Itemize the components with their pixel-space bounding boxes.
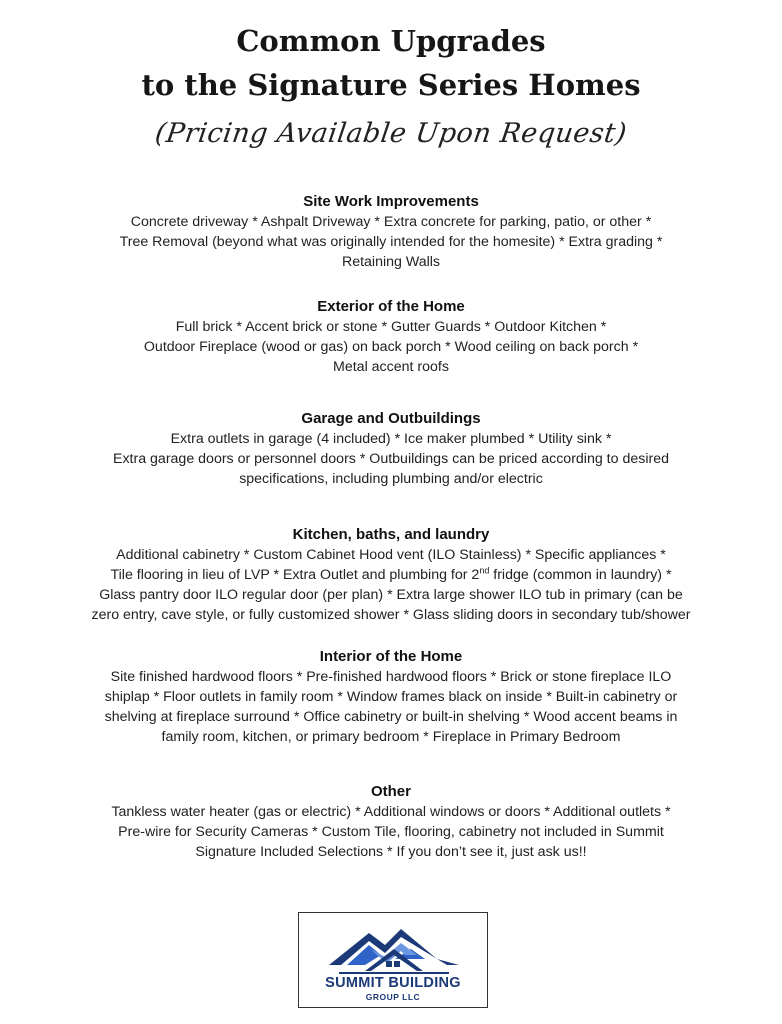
section-line: zero entry, cave style, or fully customized shower * Glass sliding doors in secondary tub/shower: [91, 607, 691, 623]
section-site-work: [40, 192, 742, 272]
section-line: Additional cabinetry * Custom Cabinet Hood vent (ILO Stainless) * Specific appliances *: [116, 547, 666, 563]
section-line: Tree Removal (beyond what was originally intended for the homesite) * Extra grading *: [119, 234, 663, 250]
section-line: family room, kitchen, or primary bedroom * Fireplace in Primary Bedroom: [161, 729, 621, 745]
section-line: Extra garage doors or personnel doors * Outbuildings can be priced according to desired: [112, 451, 669, 467]
company-logo: [298, 912, 488, 1008]
section-line: Pre-wire for Security Cameras * Custom Tile, flooring, cabinetry not included in Summit: [118, 824, 664, 840]
ordinal-superscript: nd: [479, 565, 490, 576]
section-heading: Site Work Improvements: [303, 193, 479, 210]
section-heading: Other: [370, 783, 411, 800]
section-line: Outdoor Fireplace (wood or gas) on back porch * Wood ceiling on back porch *: [143, 339, 639, 355]
logo-company-suffix: GROUP LLC: [365, 992, 421, 1002]
section-line: Glass pantry door ILO regular door (per plan) * Extra large shower ILO tub in primary (can be: [99, 587, 683, 603]
section-interior: [40, 647, 742, 747]
section-heading: Kitchen, baths, and laundry: [292, 526, 490, 543]
section-line: shelving at fireplace surround * Office cabinetry or built-in shelving * Wood accent beams in: [104, 709, 678, 725]
section-line: [40, 565, 742, 585]
section-line: Full brick * Accent brick or stone * Gutter Guards * Outdoor Kitchen *: [175, 319, 607, 335]
section-heading: Exterior of the Home: [317, 298, 465, 315]
title-line-1: Common Upgrades: [236, 24, 546, 58]
section-heading: Garage and Outbuildings: [301, 410, 481, 427]
section-exterior: [40, 297, 742, 377]
section-line: specifications, including plumbing and/or electric: [239, 471, 543, 487]
section-line: Concrete driveway * Ashpalt Driveway * Extra concrete for parking, patio, or other *: [130, 214, 652, 230]
line-text: Tile flooring in lieu of LVP * Extra Outlet and plumbing for 2: [110, 567, 480, 583]
section-other: [40, 782, 742, 862]
section-line: shiplap * Floor outlets in family room * Window frames black on inside * Built-in cabinetry or: [104, 689, 678, 705]
section-heading: Interior of the Home: [319, 648, 463, 665]
section-line: Retaining Walls: [341, 254, 441, 270]
section-line: Metal accent roofs: [333, 359, 449, 375]
section-line: Tankless water heater (gas or electric) * Additional windows or doors * Additional outlets *: [111, 804, 671, 820]
section-line: Extra outlets in garage (4 included) * Ice maker plumbed * Utility sink *: [170, 431, 612, 447]
section-kitchen-baths-laundry: [40, 525, 742, 625]
section-garage: [40, 409, 742, 489]
section-line: Signature Included Selections * If you don’t see it, just ask us!!: [195, 844, 587, 860]
mountain-roof-icon: [325, 919, 463, 975]
section-line: Site finished hardwood floors * Pre-finished hardwood floors * Brick or stone fireplace ILO: [110, 669, 672, 685]
pricing-note: (Pricing Available Upon Request): [153, 118, 629, 149]
title-line-2: to the Signature Series Homes: [141, 68, 641, 102]
line-text: fridge (common in laundry) *: [489, 567, 672, 583]
logo-company-name: SUMMIT BUILDING: [325, 975, 461, 991]
